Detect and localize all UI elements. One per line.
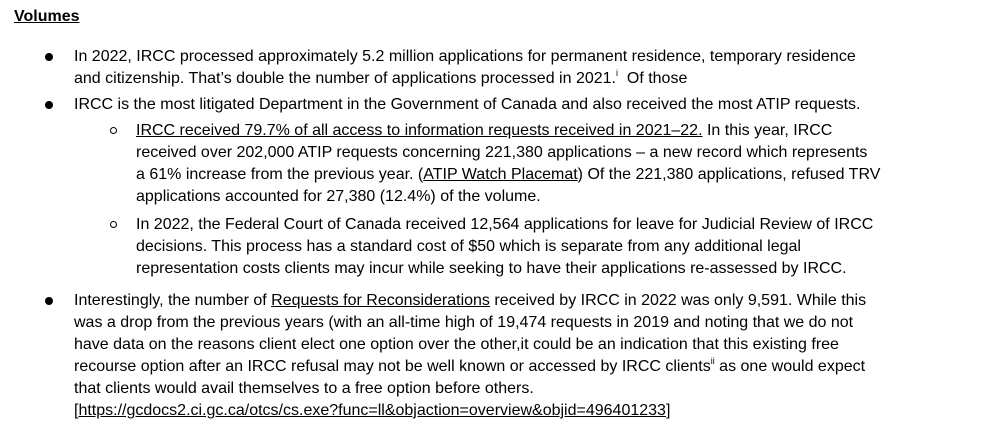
text-line: decisions. This process has a standard cost of $50 which is separate from any additional legal	[136, 238, 801, 255]
sub-text	[136, 214, 976, 280]
text-span: recourse option after an IRCC refusal may not be well known or accessed by IRCC clients	[74, 358, 711, 375]
bullet-dot-icon	[45, 101, 53, 109]
bullet-dot-icon	[45, 297, 53, 305]
text-span: In this year, IRCC	[702, 122, 833, 139]
bullet-text	[74, 46, 954, 90]
sub-text	[136, 120, 976, 208]
gcdocs-url-link[interactable]: https://gcdocs2.ci.gc.ca/otcs/cs.exe?func=ll&objaction=overview&objid=496401233	[78, 402, 666, 419]
text-line	[136, 120, 976, 142]
footnote-ref[interactable]: i	[615, 68, 618, 78]
text-line	[74, 290, 954, 312]
text-span: as one would expect	[714, 358, 866, 375]
text-span: Interestingly, the number of	[74, 292, 272, 309]
section-heading: Volumes	[14, 8, 80, 25]
hollow-bullet-icon	[110, 221, 117, 228]
bullet-text	[74, 94, 954, 116]
text-line: was a drop from the previous years (with an all-time high of 19,474 requests in 2019 and noting that we do not	[74, 314, 854, 331]
text-line: In 2022, the Federal Court of Canada received 12,564 applications for leave for Judicial Review of IRCC	[136, 216, 874, 233]
text-line	[74, 400, 954, 422]
text-span: a 61% increase from the previous year. (	[136, 166, 424, 183]
text-span: and citizenship. That’s double the number of applications processed in 2021.	[74, 70, 616, 87]
text-span: ) Of the 221,380 applications, refused TRV	[577, 166, 881, 183]
atip-stats-link[interactable]: IRCC received 79.7% of all access to information requests received in 2021–22.	[136, 122, 703, 139]
text-span: received by IRCC in 2022 was only 9,591. While this	[489, 292, 867, 309]
text-line	[74, 68, 954, 90]
footnote-ref[interactable]: ii	[710, 356, 715, 366]
text-line: have data on the reasons client elect one option over the other,it could be an indication that this existing free	[74, 336, 839, 353]
text-span: ]	[665, 402, 671, 419]
reconsiderations-link[interactable]: Requests for Reconsiderations	[271, 292, 490, 309]
hollow-bullet-icon	[110, 127, 117, 134]
bullet-dot-icon	[45, 53, 53, 61]
text-line: applications accounted for 27,380 (12.4%) of the volume.	[136, 188, 541, 205]
text-line	[136, 164, 976, 186]
text-line: received over 202,000 ATIP requests concerning 221,380 applications – a new record which represents	[136, 144, 868, 161]
text-span: [	[74, 402, 79, 419]
text-line: IRCC is the most litigated Department in the Government of Canada and also received the most ATIP requests.	[74, 96, 861, 113]
text-line: that clients would avail themselves to a free option before others.	[74, 380, 534, 397]
text-line: representation costs clients may incur while seeking to have their applications re-assessed by IRCC.	[136, 260, 847, 277]
text-line	[74, 356, 954, 378]
bullet-text	[74, 290, 954, 422]
text-line: In 2022, IRCC processed approximately 5.2 million applications for permanent residence, temporary residence	[74, 48, 856, 65]
text-span: Of those	[617, 70, 688, 87]
atip-watch-placemat-link[interactable]: ATIP Watch Placemat	[423, 166, 578, 183]
